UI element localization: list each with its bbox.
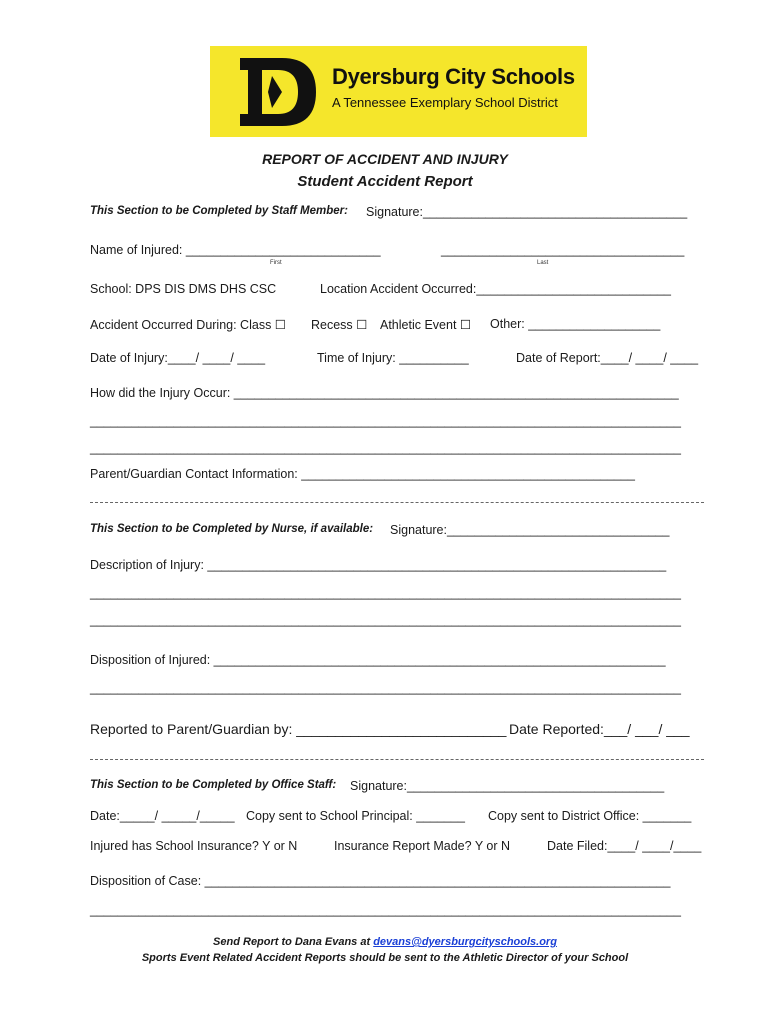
date-reported-field[interactable]: Date Reported:___/ ___/ ___ xyxy=(509,721,690,737)
logo-title: Dyersburg City Schools xyxy=(332,64,575,89)
section-divider xyxy=(90,759,704,760)
school-insurance-field[interactable]: Injured has School Insurance? Y or N xyxy=(90,839,298,853)
email-link[interactable]: devans@dyersburgcityschools.org xyxy=(373,936,557,948)
description-of-injury-field[interactable]: Description of Injury: __________________________________________________________________ xyxy=(90,558,667,572)
first-caption: First xyxy=(270,260,282,266)
send-report-text: Send Report to Dana Evans at xyxy=(213,936,374,948)
name-first-field[interactable]: Name of Injured: ____________________________ xyxy=(90,243,381,257)
athletic-event-checkbox[interactable]: Athletic Event ☐ xyxy=(380,318,472,332)
recess-checkbox[interactable]: Recess ☐ xyxy=(311,318,368,332)
how-injury-line-2[interactable]: _____________________________________________________________________________________ xyxy=(90,441,681,455)
office-signature-field[interactable]: Signature:_____________________________________ xyxy=(350,779,665,793)
how-injury-field[interactable]: How did the Injury Occur: ________________________________________________________________ xyxy=(90,386,679,400)
other-field[interactable]: Other: ___________________ xyxy=(490,317,661,331)
reported-to-parent-field[interactable]: Reported to Parent/Guardian by: ___________________________ xyxy=(90,721,507,737)
description-line-1[interactable]: _____________________________________________________________________________________ xyxy=(90,586,681,600)
disposition-line[interactable]: _____________________________________________________________________________________ xyxy=(90,681,681,695)
page-subtitle: Student Accident Report xyxy=(297,173,473,190)
logo-subtitle: A Tennessee Exemplary School District xyxy=(332,95,558,110)
copy-district-field[interactable]: Copy sent to District Office: _______ xyxy=(488,809,692,823)
d-logo-icon xyxy=(238,56,318,128)
how-injury-line-1[interactable]: _____________________________________________________________________________________ xyxy=(90,414,681,428)
school-options[interactable]: School: DPS DIS DMS DHS CSC xyxy=(90,282,277,296)
date-of-injury-field[interactable]: Date of Injury:____/ ____/ ____ xyxy=(90,351,266,365)
description-line-2[interactable]: _____________________________________________________________________________________ xyxy=(90,613,681,627)
sports-note: Sports Event Related Accident Reports should be sent to the Athletic Director of your School xyxy=(141,952,629,964)
location-field[interactable]: Location Accident Occurred:____________________________ xyxy=(320,282,671,296)
nurse-section-heading: This Section to be Completed by Nurse, if available: xyxy=(90,523,374,535)
during-class-checkbox[interactable]: Accident Occurred During: Class ☐ xyxy=(90,318,286,332)
staff-section-heading: This Section to be Completed by Staff Member: xyxy=(90,205,348,217)
name-last-field[interactable]: ___________________________________ xyxy=(441,243,685,257)
send-report-note xyxy=(0,936,770,948)
disposition-case-line[interactable]: _____________________________________________________________________________________ xyxy=(90,903,681,917)
copy-principal-field[interactable]: Copy sent to School Principal: _______ xyxy=(246,809,465,823)
disposition-of-case-field[interactable]: Disposition of Case: ___________________________________________________________________ xyxy=(90,874,671,888)
insurance-report-field[interactable]: Insurance Report Made? Y or N xyxy=(334,839,511,853)
time-of-injury-field[interactable]: Time of Injury: __________ xyxy=(317,351,469,365)
date-of-report-field[interactable]: Date of Report:____/ ____/ ____ xyxy=(516,351,699,365)
office-date-field[interactable]: Date:_____/ _____/_____ xyxy=(90,809,235,823)
nurse-signature-field[interactable]: Signature:________________________________ xyxy=(390,523,670,537)
disposition-of-injured-field[interactable]: Disposition of Injured: _________________________________________________________________ xyxy=(90,653,666,667)
page-title: REPORT OF ACCIDENT AND INJURY xyxy=(262,151,508,167)
staff-signature-field[interactable]: Signature:______________________________________ xyxy=(366,205,688,219)
last-caption: Last xyxy=(537,260,549,266)
section-divider xyxy=(90,502,704,503)
office-section-heading: This Section to be Completed by Office Staff: xyxy=(90,779,337,791)
date-filed-field[interactable]: Date Filed:____/ ____/____ xyxy=(547,839,702,853)
parent-contact-field[interactable]: Parent/Guardian Contact Information: ________________________________________________ xyxy=(90,467,635,481)
